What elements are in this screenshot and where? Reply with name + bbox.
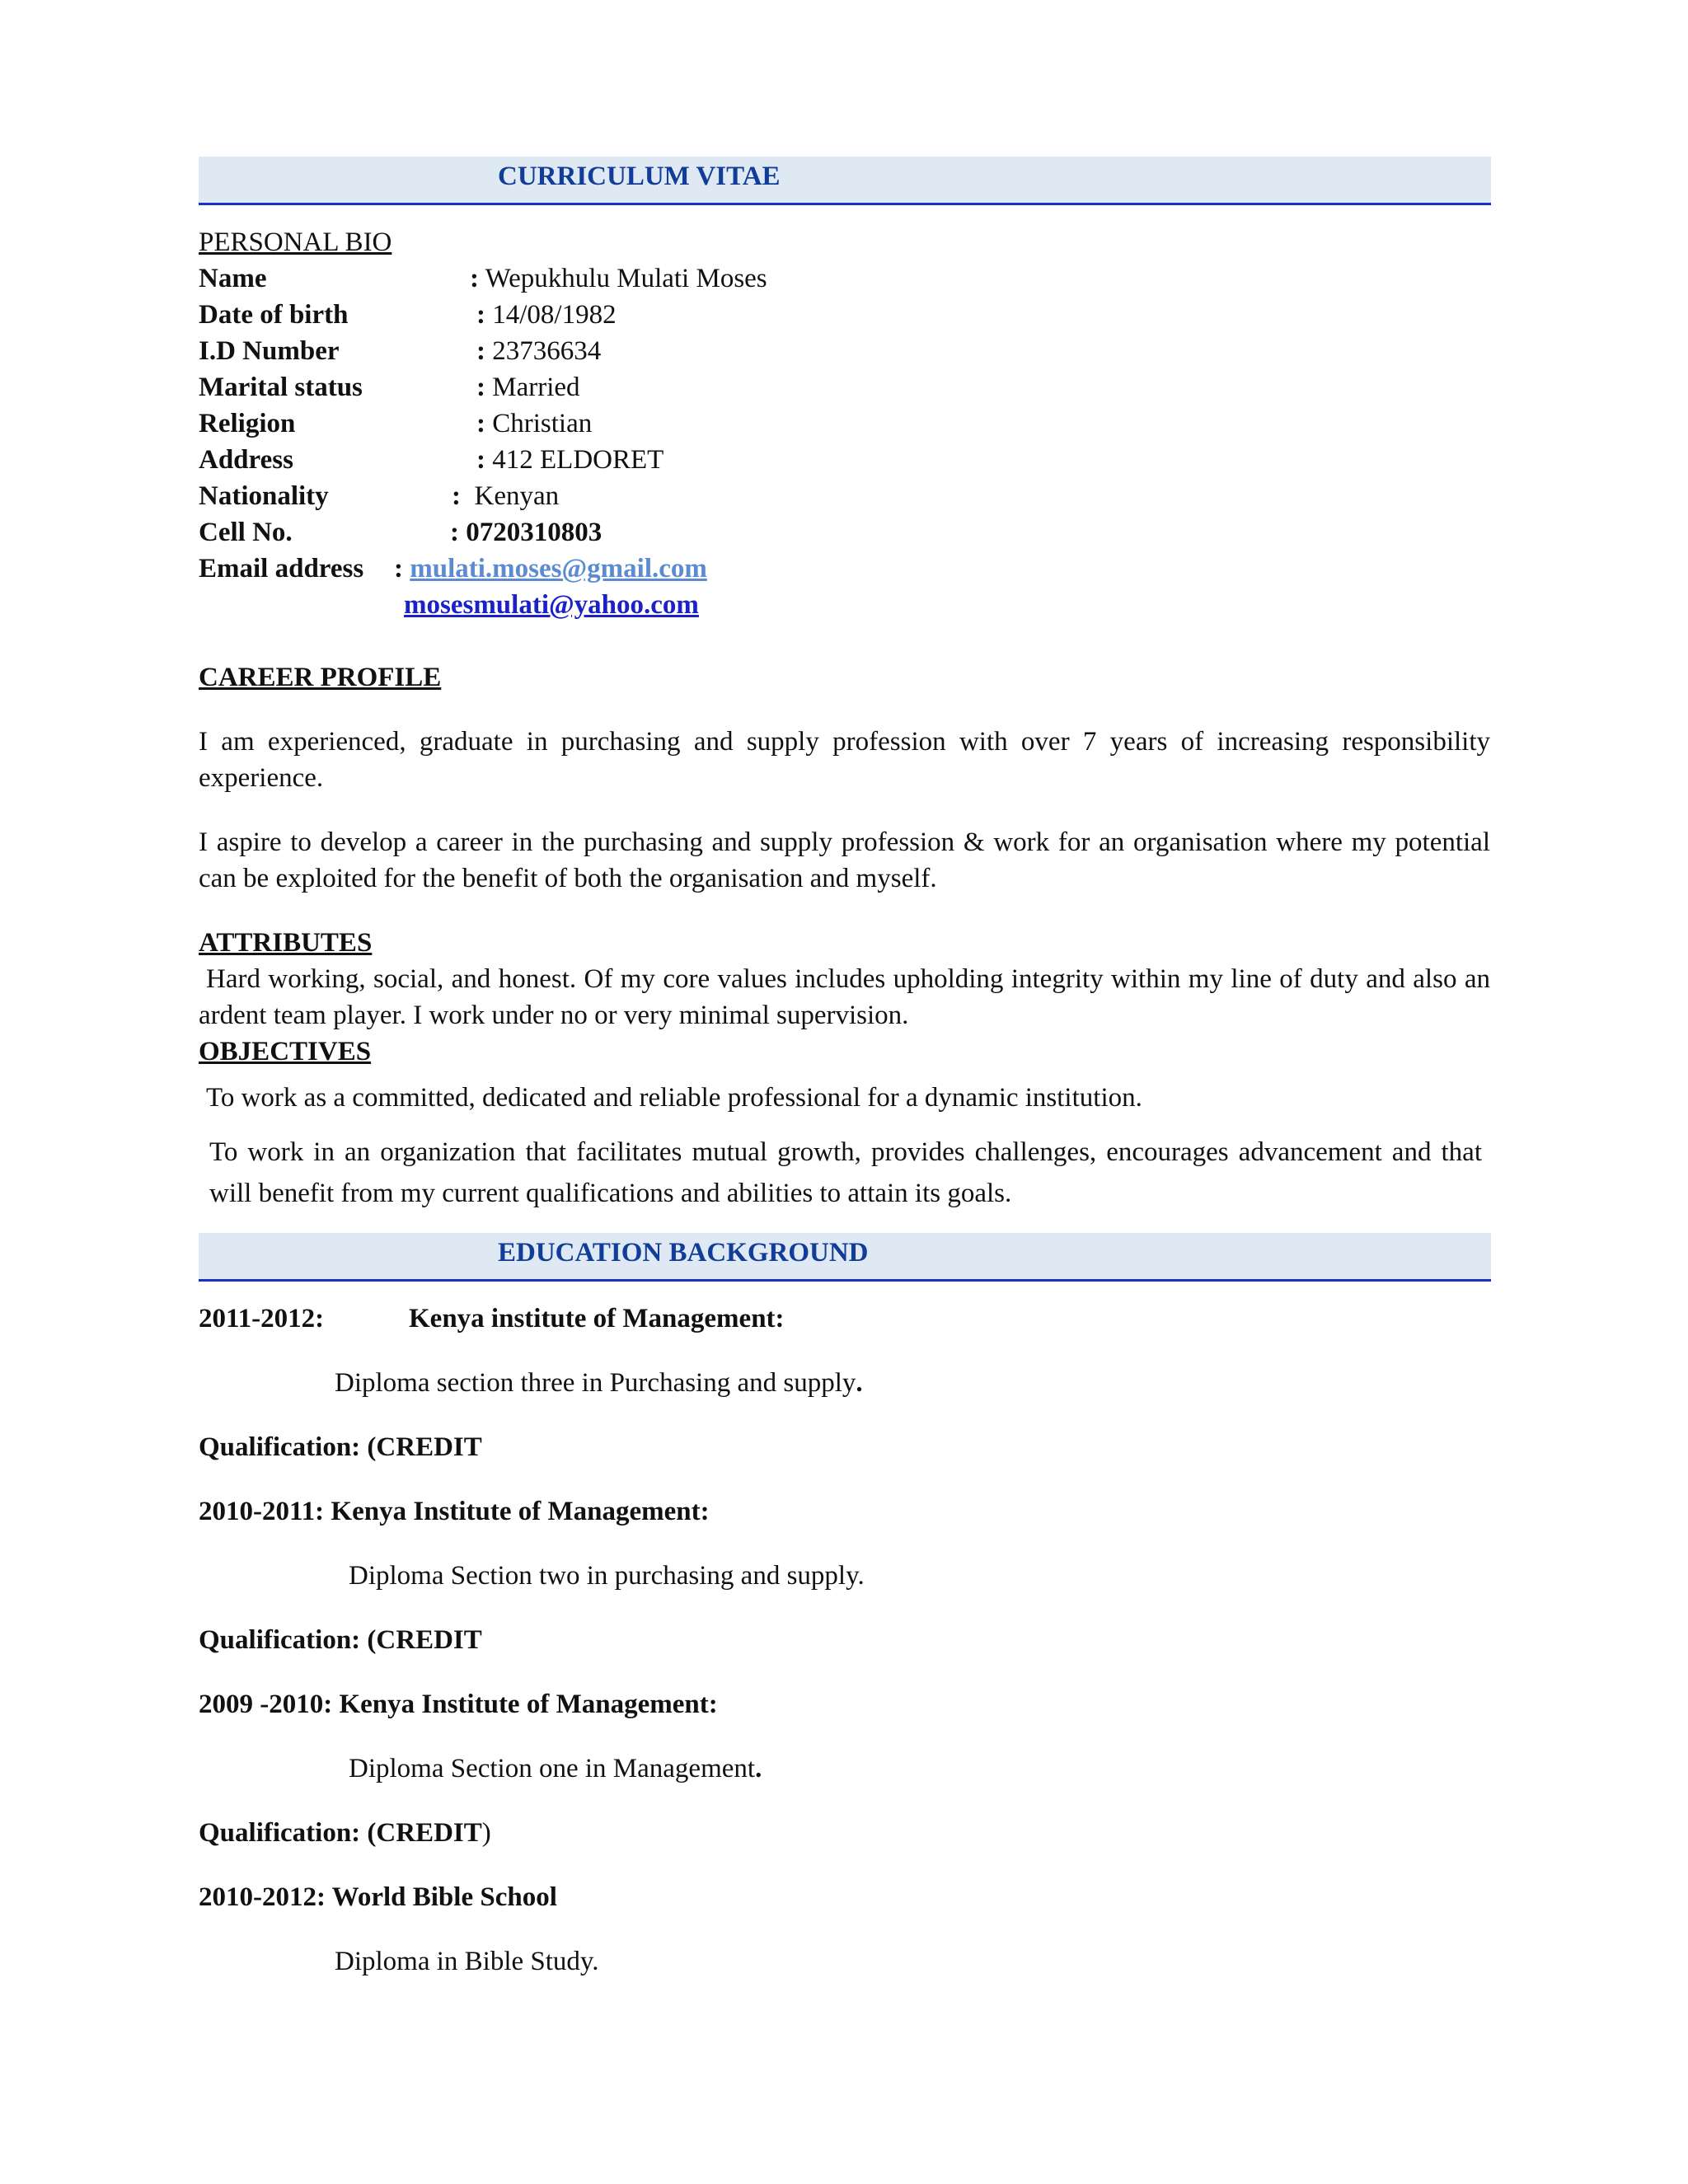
education-detail: Diploma Section one in Management.	[349, 1754, 762, 1783]
education-band	[199, 1233, 1491, 1282]
field-value-id: : 23736634	[476, 336, 602, 366]
field-label-email: Email address	[199, 554, 364, 583]
email-link-yahoo[interactable]: mosesmulati@yahoo.com	[404, 590, 699, 620]
education-entry-title: 2010-2012: World Bible School	[199, 1882, 557, 1912]
objective-item: To work in an organization that facilitates mutual growth, provides challenges, encourages advancement and that will benefit from my current qualifications and abilities to attain its goals.	[209, 1137, 1482, 1208]
field-value-email: : mulati.moses@gmail.com	[394, 554, 707, 583]
field-value-marital: : Married	[476, 373, 580, 402]
education-qualification: Qualification: (CREDIT	[199, 1625, 482, 1655]
field-label-name: Name	[199, 264, 267, 293]
field-label-address: Address	[199, 445, 293, 475]
field-label-cell: Cell No.	[199, 518, 293, 547]
education-institution: Kenya institute of Management:	[409, 1304, 785, 1333]
education-entry-title: 2010-2011: Kenya Institute of Management:	[199, 1497, 710, 1526]
education-detail: Diploma Section two in purchasing and supply.	[349, 1561, 865, 1591]
attributes-text: Hard working, social, and honest. Of my core values includes upholding integrity within my line of duty and also an ardent team player. I work under no or very minimal supervision.	[199, 964, 1490, 1030]
field-value-name: : Wepukhulu Mulati Moses	[470, 264, 767, 293]
education-qualification: Qualification: (CREDIT)	[199, 1818, 491, 1848]
career-profile-paragraph-2: I aspire to develop a career in the purchasing and supply profession & work for an organisation where my potential can be exploited for the benefit of both the organisation and myself.	[199, 827, 1490, 893]
cv-title: CURRICULUM VITAE	[498, 162, 781, 191]
personal-bio-heading: PERSONAL BIO	[199, 227, 392, 257]
field-value-address: : 412 ELDORET	[476, 445, 664, 475]
education-period: 2011-2012:	[199, 1304, 325, 1333]
career-profile-paragraph-1: I am experienced, graduate in purchasing and supply profession with over 7 years of increasing responsibility experience.	[199, 727, 1490, 793]
education-qualification: Qualification: (CREDIT	[199, 1432, 482, 1462]
field-label-nationality: Nationality	[199, 481, 329, 511]
career-profile-heading: CAREER PROFILE	[199, 663, 442, 692]
field-label-religion: Religion	[199, 409, 296, 438]
education-detail: Diploma in Bible Study.	[335, 1947, 599, 1976]
education-entry-title: 2009 -2010: Kenya Institute of Management:	[199, 1690, 718, 1719]
education-heading: EDUCATION BACKGROUND	[498, 1238, 869, 1268]
objectives-heading: OBJECTIVES	[199, 1037, 372, 1066]
field-label-id: I.D Number	[199, 336, 340, 366]
field-value-religion: : Christian	[476, 409, 593, 438]
attributes-heading: ATTRIBUTES	[199, 928, 373, 958]
field-value-cell: : 0720310803	[450, 518, 603, 547]
field-label-dob: Date of birth	[199, 300, 349, 330]
field-label-marital: Marital status	[199, 373, 363, 402]
cv-title-band	[199, 157, 1491, 205]
field-value-nationality: : Kenyan	[452, 481, 560, 511]
email-link-gmail[interactable]: mulati.moses@gmail.com	[410, 554, 707, 583]
objective-item: To work as a committed, dedicated and reliable professional for a dynamic institution.	[206, 1083, 1142, 1113]
education-detail: Diploma section three in Purchasing and supply.	[335, 1368, 863, 1398]
field-value-dob: : 14/08/1982	[476, 300, 617, 330]
